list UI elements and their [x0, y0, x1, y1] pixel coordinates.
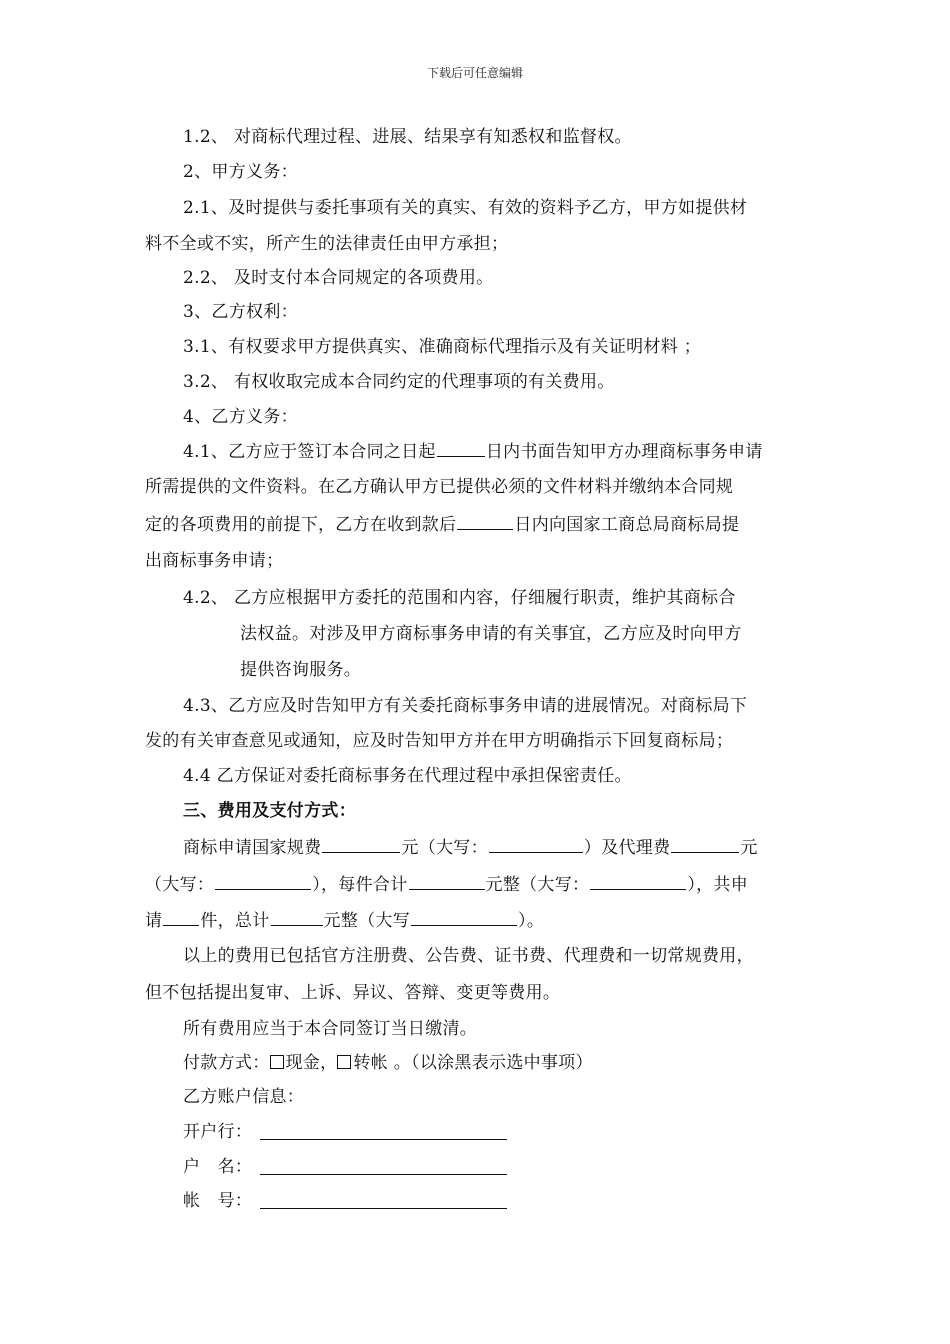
account-info-heading: 乙方账户信息：	[183, 1087, 305, 1107]
heading-party-b-rights: 3、乙方权利：	[183, 302, 298, 322]
clause-4-3: 4.3、乙方应及时告知甲方有关委托商标事务申请的进展情况。对商标局下	[183, 696, 748, 716]
state-fee-blank[interactable]	[322, 836, 400, 853]
account-name-label: 户 名：	[183, 1157, 253, 1177]
transfer-checkbox[interactable]	[337, 1055, 351, 1069]
clause-2-1-cont: 料不全或不实，所产生的法律责任由甲方承担；	[145, 234, 509, 254]
section-fees-heading: 三、费用及支付方式：	[183, 801, 356, 821]
payment-method-row: 付款方式： 现金， 转帐 。（以涂黑表示选中事项）	[183, 1053, 593, 1073]
clause-2-2: 2.2、 及时支付本合同规定的各项费用。	[183, 268, 494, 288]
bank-field[interactable]	[260, 1139, 507, 1140]
clause-1-2: 1.2、 对商标代理过程、进展、结果享有知悉权和监督权。	[183, 127, 632, 147]
fee-inclusion-note: 以上的费用已包括官方注册费、公告费、证书费、代理费和一切常规费用，	[183, 946, 754, 966]
fee-line-2: （大写： ），每件合计 元整（大写： ），共申	[145, 875, 749, 895]
page-header: 下载后可任意编辑	[426, 66, 523, 80]
clause-3-1: 3.1、有权要求甲方提供真实、准确商标代理指示及有关证明材料 ；	[183, 337, 702, 357]
per-item-total-blank[interactable]	[409, 873, 485, 890]
item-count-blank[interactable]	[163, 909, 199, 926]
cash-checkbox[interactable]	[270, 1055, 284, 1069]
clause-4-1: 4.1、乙方应于签订本合同之日起 日内书面告知甲方办理商标事务申请	[183, 442, 763, 462]
clause-3-2: 3.2、 有权收取完成本合同约定的代理事项的有关费用。	[183, 372, 615, 392]
clause-4-1-cont-2: 定的各项费用的前提下，乙方在收到款后 日内向国家工商总局商标局提	[145, 515, 740, 535]
bank-label: 开户行：	[183, 1122, 253, 1142]
clause-4-4: 4.4 乙方保证对委托商标事务在代理过程中承担保密责任。	[183, 766, 632, 786]
clause-4-3-cont: 发的有关审查意见或通知，应及时告知甲方并在甲方明确指示下回复商标局；	[145, 731, 734, 751]
heading-party-a-obligations: 2、甲方义务：	[183, 162, 298, 182]
state-fee-words-blank[interactable]	[489, 836, 583, 853]
clause-2-1: 2.1、及时提供与委托事项有关的真实、有效的资料予乙方，甲方如提供材	[183, 198, 748, 218]
fee-line-1: 商标申请国家规费 元（大写： ）及代理费 元	[183, 838, 758, 858]
grand-total-blank[interactable]	[271, 909, 323, 926]
clause-4-2-cont-2: 提供咨询服务。	[240, 660, 362, 680]
heading-party-b-obligations: 4、乙方义务：	[183, 407, 298, 427]
grand-total-words-blank[interactable]	[411, 909, 517, 926]
clause-4-1-cont-3: 出商标事务申请；	[145, 551, 284, 571]
agency-fee-blank[interactable]	[671, 836, 739, 853]
account-number-field[interactable]	[260, 1208, 507, 1209]
account-name-field[interactable]	[260, 1174, 507, 1175]
payment-deadline: 所有费用应当于本合同签订当日缴清。	[183, 1019, 478, 1039]
clause-4-1-cont-1: 所需提供的文件资料。在乙方确认甲方已提供必须的文件材料并缴纳本合同规	[145, 477, 734, 497]
clause-4-2-cont-1: 法权益。对涉及甲方商标事务申请的有关事宜，乙方应及时向甲方	[240, 624, 742, 644]
days-blank-1[interactable]	[437, 440, 485, 457]
account-number-label: 帐 号：	[183, 1191, 253, 1211]
per-item-words-blank[interactable]	[590, 873, 686, 890]
agency-fee-words-blank[interactable]	[215, 873, 311, 890]
clause-4-2: 4.2、 乙方应根据甲方委托的范围和内容，仔细履行职责，维护其商标合	[183, 588, 736, 608]
fee-inclusion-note-cont: 但不包括提出复审、上诉、异议、答辩、变更等费用。	[145, 983, 561, 1003]
days-blank-2[interactable]	[457, 513, 513, 530]
fee-line-3: 请 件，总计 元整（大写 ）。	[145, 911, 545, 931]
